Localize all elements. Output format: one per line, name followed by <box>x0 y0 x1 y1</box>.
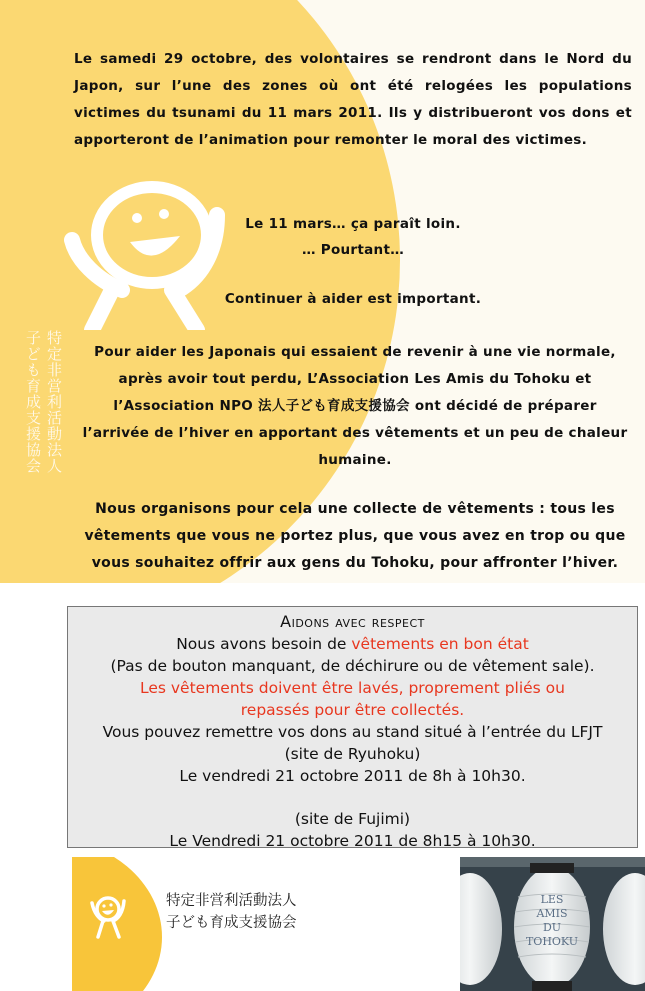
drop-line: Vous pouvez remettre vos dons au stand situé à l’entrée du LFJT <box>102 723 603 741</box>
important-paragraph: Continuer à aider est important. <box>224 291 482 307</box>
date-fujimi: Le Vendredi 21 octobre 2011 de 8h15 à 10h30. <box>169 832 536 850</box>
need-line <box>68 633 637 655</box>
lanterns-image <box>460 857 645 991</box>
organization-name <box>166 890 297 934</box>
spacer <box>68 787 637 808</box>
collection-paragraph: Nous organisons pour cela une collecte de vêtements : tous les vêtements que vous ne portez plus, que vous avez en trop ou que vous souhaitez offrir aux gens du Tohoku, pour affronter l’hiver. <box>84 501 626 571</box>
smiling-child-logo-icon <box>86 891 130 941</box>
associations-paragraph: Pour aider les Japonais qui essaient de revenir à une vie normale, après avoir tout perdu, L’Association Les Amis du Tohoku et l’Association NPO 法人子ども育成支援協会 ont décidé de préparer l’arrivée de l’hiver en apportant des vêtements et un peu de chaleur humaine. <box>82 344 628 468</box>
date-ryuhoku: Le vendredi 21 octobre 2011 de 8h à 10h30. <box>179 767 526 785</box>
org-name-line-2: 子ども育成支援協会 <box>166 915 297 931</box>
lantern-text-3: DU <box>542 921 562 934</box>
lantern-text-1: LES <box>540 893 564 906</box>
intro-paragraph: Le samedi 29 octobre, des volontaires se rendront dans le Nord du Japon, sur l’une des zones où ont été relogées les populations victimes du tsunami du 11 mars 2011. Ils y distribueront vos dons et apporteront de l’animation pour remonter le moral des victimes. <box>74 51 632 148</box>
need-prefix: Nous avons besoin de <box>176 635 352 653</box>
instructions-box <box>67 606 638 848</box>
reminder-paragraph <box>74 211 632 263</box>
reminder-line-2: … Pourtant… <box>301 242 405 258</box>
site-ryuhoku: (site de Ryuhoku) <box>284 745 421 763</box>
lantern-text-2: AMIS <box>536 907 568 920</box>
lantern-text-4: TOHOKU <box>525 935 579 948</box>
vertical-organization-name <box>14 330 64 490</box>
box-title: Aidons avec respect <box>280 612 425 631</box>
site-fujimi: (site de Fujimi) <box>294 810 411 828</box>
washed-line-2: repassés pour être collectés. <box>240 701 465 719</box>
lantern-photo <box>460 857 645 991</box>
condition-line: (Pas de bouton manquant, de déchirure ou de vêtement sale). <box>110 657 595 675</box>
reminder-line-1: Le 11 mars… ça paraît loin. <box>245 216 461 232</box>
vertical-line-1: 特定非営利活動法人 <box>45 330 63 474</box>
vertical-line-2: 子ども育成支援協会 <box>24 330 42 474</box>
need-highlight: vêtements en bon état <box>351 635 529 653</box>
org-name-line-1: 特定非営利活動法人 <box>166 893 297 909</box>
washed-line-1: Les vêtements doivent être lavés, proprement pliés ou <box>139 679 565 697</box>
